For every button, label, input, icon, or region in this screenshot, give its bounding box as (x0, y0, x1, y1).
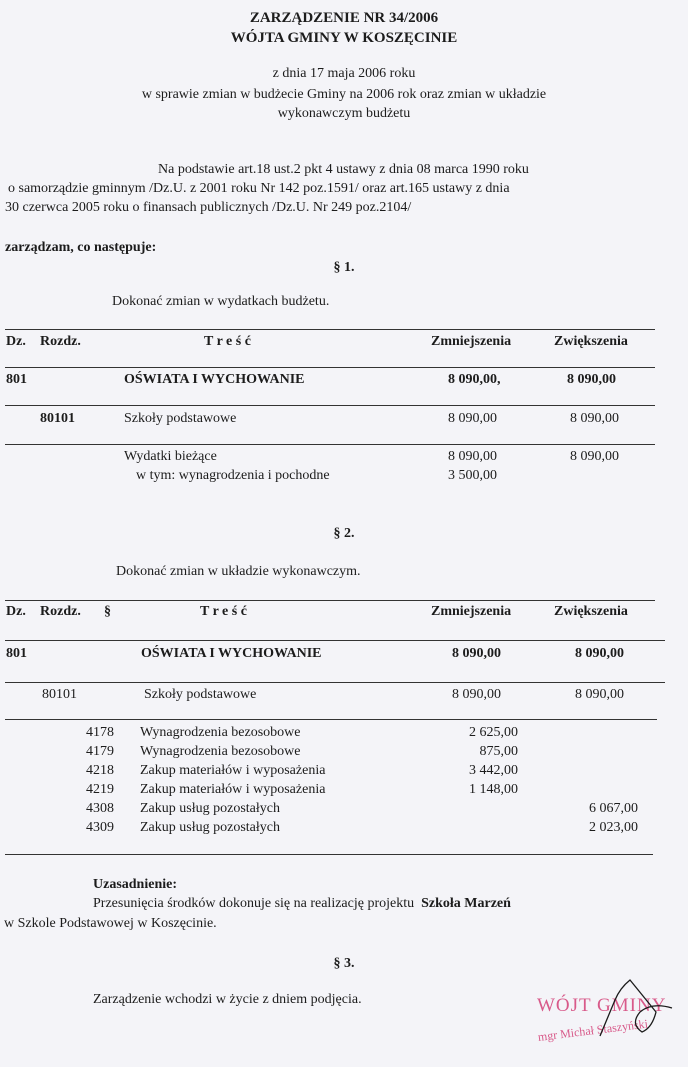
table2-top-rule (5, 600, 655, 601)
table1-rozdzial-zmniejszenia: 8 090,00 (448, 411, 497, 426)
legal-basis-line3: 30 czerwca 2005 roku o finansach publicznych /Dz.U. Nr 249 poz.2104/ (5, 200, 412, 215)
table1-wtym-zmniejszenia: 3 500,00 (448, 468, 497, 483)
item-zmniejszenia: 875,00 (479, 744, 518, 759)
item-tresc: Wynagrodzenia bezosobowe (140, 744, 301, 759)
table2-dzial-zmniejszenia: 8 090,00 (452, 646, 501, 661)
stamp-name: mgr Michał Staszyński (537, 1016, 649, 1044)
table2-col-rozdz: Rozdz. (40, 604, 81, 619)
item-zmniejszenia: 1 148,00 (469, 782, 518, 797)
table1-col-zmniejszenia: Zmniejszenia (431, 334, 512, 349)
table2-bottom-rule (5, 854, 653, 855)
table1-rozdzial-zwiekszenia: 8 090,00 (570, 411, 619, 426)
item-tresc: Zakup usług pozostałych (140, 801, 280, 816)
table2-header-rule (5, 640, 665, 641)
section3-text: Zarządzenie wchodzi w życie z dniem podjęcia. (93, 992, 362, 1007)
item-tresc: Wynagrodzenia bezosobowe (140, 725, 301, 740)
table1-rozdzial-rule (5, 444, 655, 445)
item-paragraf: 4179 (86, 744, 114, 759)
legal-basis-line1: Na podstawie art.18 ust.2 pkt 4 ustawy z dnia 08 marca 1990 roku (158, 162, 529, 177)
table1-dzial-number: 801 (6, 372, 27, 387)
justification-text: Przesunięcia środków dokonuje się na realizację projektu (93, 896, 415, 911)
section1-intro: Dokonać zmian w wydatkach budżetu. (112, 294, 330, 309)
section1-heading: § 1. (333, 260, 355, 275)
justification-line2: w Szkole Podstawowej w Koszęcinie. (4, 916, 217, 931)
table2-col-zmniejszenia: Zmniejszenia (431, 604, 512, 619)
item-paragraf: 4309 (86, 820, 114, 835)
table2-rozdzial-zmniejszenia: 8 090,00 (452, 687, 501, 702)
item-tresc: Zakup materiałów i wyposażenia (140, 782, 326, 797)
table2-col-zwiekszenia: Zwiększenia (554, 604, 628, 619)
table1-header-rule (5, 367, 655, 368)
table2-rozdzial-rule (5, 719, 657, 720)
item-paragraf: 4218 (86, 763, 114, 778)
table2-dzial-name: OŚWIATA I WYCHOWANIE (141, 646, 322, 661)
section2-heading: § 2. (333, 526, 355, 541)
stamp-title: WÓJT GMINY (537, 995, 667, 1016)
table1-dzial-name: OŚWIATA I WYCHOWANIE (124, 372, 305, 387)
item-paragraf: 4308 (86, 801, 114, 816)
table2-col-paragraf: § (104, 604, 111, 619)
item-zmniejszenia: 3 442,00 (469, 763, 518, 778)
decree-intro: zarządzam, co następuje: (5, 240, 157, 255)
item-tresc: Zakup usług pozostałych (140, 820, 280, 835)
table1-rozdzial-number: 80101 (40, 411, 75, 426)
item-tresc: Zakup materiałów i wyposażenia (140, 763, 326, 778)
decree-subject-line1: w sprawie zmian w budżecie Gminy na 2006 rok oraz zmian w układzie (141, 87, 547, 102)
decree-date: z dnia 17 maja 2006 roku (272, 66, 416, 81)
table1-dzial-zmniejszenia: 8 090,00, (448, 372, 501, 387)
item-zwiekszenia: 2 023,00 (589, 820, 638, 835)
legal-basis-line2: o samorządzie gminnym /Dz.U. z 2001 roku Nr 142 poz.1591/ oraz art.165 ustawy z dnia (8, 181, 510, 196)
justification-project-name: Szkoła Marzeń (421, 896, 511, 911)
table2-rozdzial-name: Szkoły podstawowe (144, 687, 257, 702)
justification-line1 (93, 896, 511, 912)
table1-col-zwiekszenia: Zwiększenia (554, 334, 628, 349)
item-paragraf: 4178 (86, 725, 114, 740)
table2-rozdzial-number: 80101 (42, 687, 77, 702)
table1-top-rule (5, 329, 655, 330)
table2-col-tresc: T r e ś ć (200, 604, 247, 619)
table1-wydatki-label: Wydatki bieżące (124, 449, 217, 464)
table2-dzial-zwiekszenia: 8 090,00 (575, 646, 624, 661)
table2-dzial-number: 801 (6, 646, 27, 661)
decree-title-line2: WÓJTA GMINY W KOSZĘCINIE (230, 30, 458, 46)
table1-col-rozdz: Rozdz. (40, 334, 81, 349)
table1-wydatki-zwiekszenia: 8 090,00 (570, 449, 619, 464)
decree-subject-line2: wykonawczym budżetu (277, 106, 411, 121)
table1-col-dz: Dz. (6, 334, 26, 349)
table1-col-tresc: T r e ś ć (204, 334, 251, 349)
table1-wtym-label: w tym: wynagrodzenia i pochodne (136, 468, 330, 483)
table1-dzial-rule (5, 405, 655, 406)
justification-heading: Uzasadnienie: (93, 877, 177, 892)
decree-title-line1: ZARZĄDZENIE NR 34/2006 (249, 10, 439, 26)
table2-dzial-rule (5, 682, 665, 683)
table1-rozdzial-name: Szkoły podstawowe (124, 411, 237, 426)
table1-dzial-zwiekszenia: 8 090,00 (567, 372, 616, 387)
item-zwiekszenia: 6 067,00 (589, 801, 638, 816)
item-zmniejszenia: 2 625,00 (469, 725, 518, 740)
signature-mark (560, 972, 680, 1052)
table2-rozdzial-zwiekszenia: 8 090,00 (575, 687, 624, 702)
section2-intro: Dokonać zmian w układzie wykonawczym. (116, 564, 361, 579)
section3-heading: § 3. (333, 956, 355, 971)
item-paragraf: 4219 (86, 782, 114, 797)
table1-wydatki-zmniejszenia: 8 090,00 (448, 449, 497, 464)
table2-col-dz: Dz. (6, 604, 26, 619)
